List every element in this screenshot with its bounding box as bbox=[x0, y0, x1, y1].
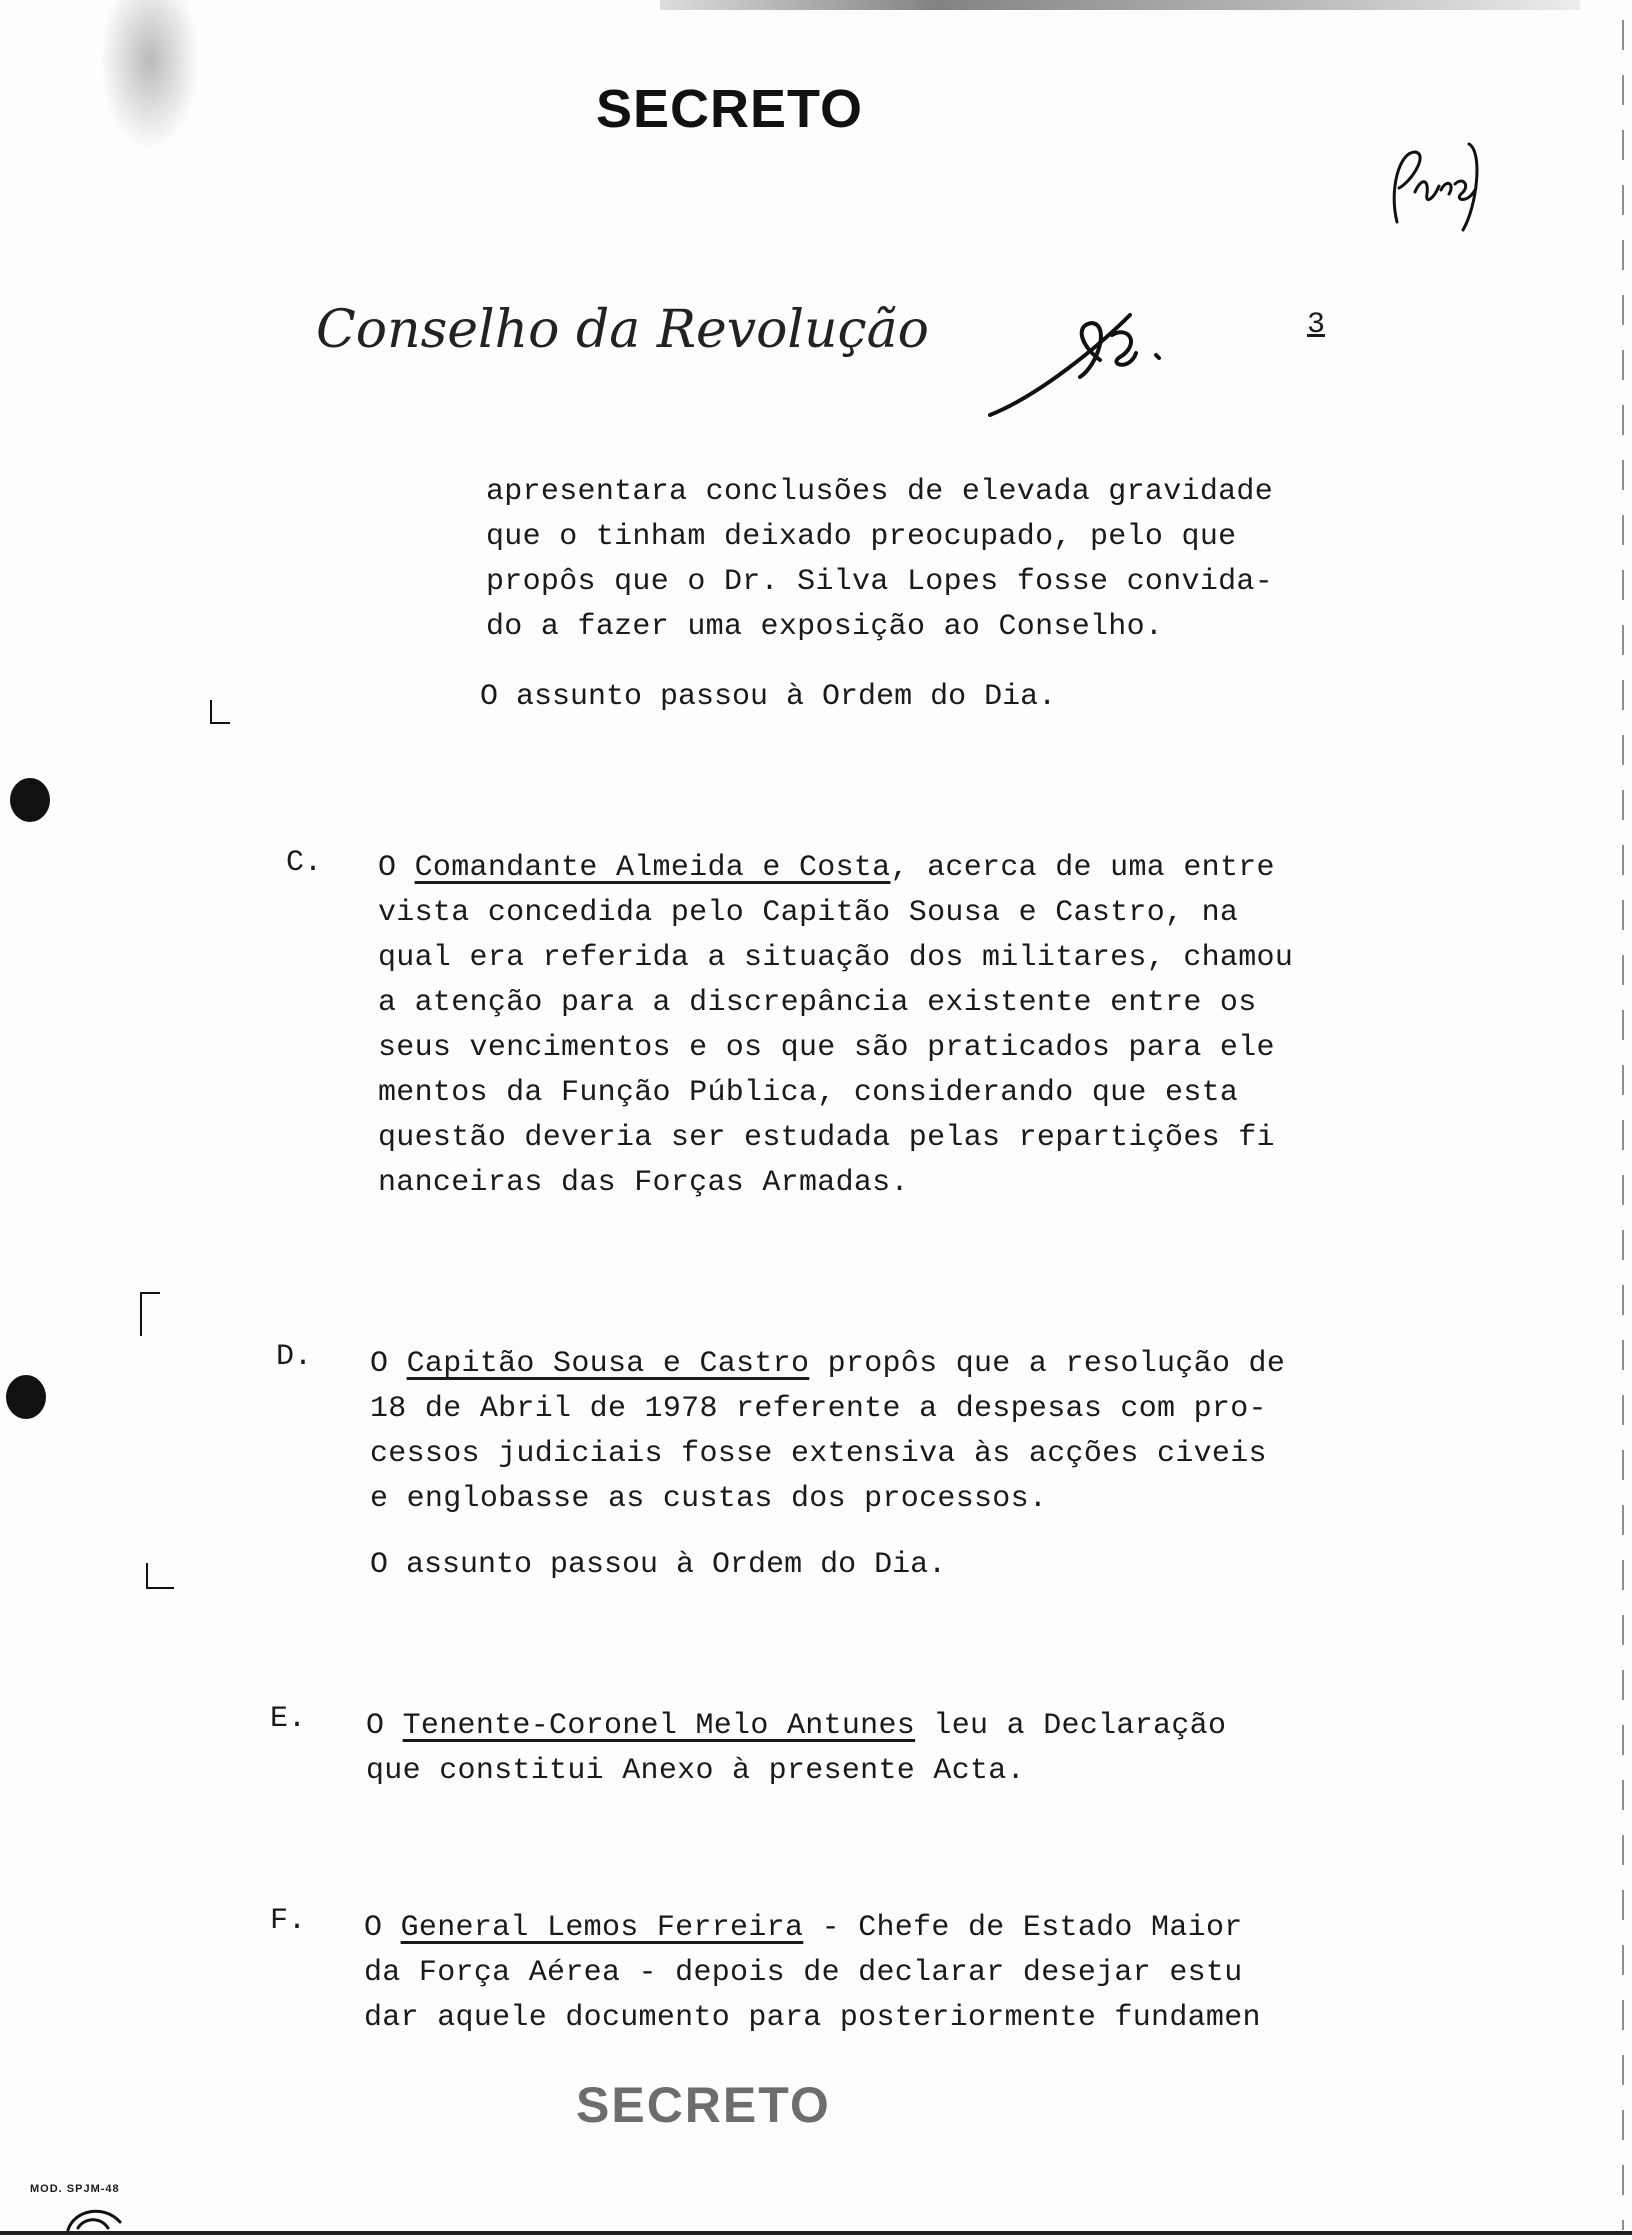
item-d-paragraph bbox=[370, 1342, 1285, 1522]
handwritten-initials bbox=[1385, 130, 1495, 240]
text-line: O General Lemos Ferreira - Chefe de Estado Maior bbox=[364, 1911, 1243, 1945]
item-letter: C. bbox=[286, 846, 323, 880]
agenda-note: O assunto passou à Ordem do Dia. bbox=[480, 680, 1057, 714]
margin-mark bbox=[140, 1292, 160, 1336]
text-line: dar aquele documento para posteriormente fundamen bbox=[364, 2001, 1261, 2035]
item-letter: D. bbox=[276, 1340, 313, 1374]
text-line: O Comandante Almeida e Costa, acerca de uma entre bbox=[378, 851, 1275, 885]
text-line: questão deveria ser estudada pelas repartições fi bbox=[378, 1121, 1275, 1155]
text-fragment: - Chefe de Estado Maior bbox=[803, 1911, 1243, 1945]
agenda-note: O assunto passou à Ordem do Dia. bbox=[370, 1548, 947, 1582]
punch-hole bbox=[6, 1375, 46, 1419]
text-line: O Capitão Sousa e Castro propôs que a resolução de bbox=[370, 1347, 1286, 1381]
text-line: do a fazer uma exposição ao Conselho. bbox=[486, 610, 1164, 644]
item-c-paragraph bbox=[378, 846, 1293, 1206]
header-title: Conselho da Revolução bbox=[316, 300, 929, 360]
text-line: propôs que o Dr. Silva Lopes fosse convida- bbox=[486, 565, 1274, 599]
item-letter: E. bbox=[270, 1702, 307, 1736]
text-line: vista concedida pelo Capitão Sousa e Castro, na bbox=[378, 896, 1239, 930]
scan-edge-right bbox=[1622, 20, 1624, 2230]
text-line: seus vencimentos e os que são praticados para ele bbox=[378, 1031, 1275, 1065]
text-line: que o tinham deixado preocupado, pelo que bbox=[486, 520, 1237, 554]
margin-mark bbox=[146, 1563, 174, 1589]
subject-name: Comandante Almeida e Costa bbox=[414, 851, 891, 885]
corner-smudge bbox=[100, 0, 200, 150]
text-line: nanceiras das Forças Armadas. bbox=[378, 1166, 909, 1200]
scan-edge-top bbox=[660, 0, 1580, 10]
text-line: cessos judiciais fosse extensiva às acções civeis bbox=[370, 1437, 1267, 1471]
margin-mark bbox=[210, 700, 230, 724]
text-line: O Tenente-Coronel Melo Antunes leu a Declaração bbox=[366, 1709, 1227, 1743]
text-fragment: leu a Declaração bbox=[915, 1709, 1227, 1743]
text-line: que constitui Anexo à presente Acta. bbox=[366, 1754, 1025, 1788]
text-fragment: , acerca de uma entre bbox=[890, 851, 1275, 885]
page-number: 3 bbox=[1307, 308, 1326, 342]
text-line: apresentara conclusões de elevada gravidade bbox=[486, 475, 1274, 509]
intro-paragraph bbox=[486, 470, 1273, 650]
text-line: e englobasse as custas dos processos. bbox=[370, 1482, 1048, 1516]
text-line: qual era referida a situação dos militares, chamou bbox=[378, 941, 1294, 975]
subject-name: Capitão Sousa e Castro bbox=[406, 1347, 810, 1381]
scan-edge-bottom bbox=[0, 2231, 1632, 2235]
secret-stamp-bottom: SECRETO bbox=[576, 2077, 831, 2133]
form-code: MOD. SPJM-48 bbox=[30, 2183, 120, 2195]
handwritten-signature bbox=[980, 305, 1180, 425]
item-f-paragraph bbox=[364, 1906, 1261, 2041]
text-fragment: propôs que a resolução de bbox=[809, 1347, 1286, 1381]
subject-name: Tenente-Coronel Melo Antunes bbox=[402, 1709, 916, 1743]
text-line: da Força Aérea - depois de declarar desejar estu bbox=[364, 1956, 1243, 1990]
text-line: mentos da Função Pública, considerando que esta bbox=[378, 1076, 1239, 1110]
secret-stamp-top: SECRETO bbox=[596, 79, 864, 139]
punch-hole bbox=[10, 778, 50, 822]
binder-clip-icon bbox=[64, 2200, 124, 2232]
text-line: 18 de Abril de 1978 referente a despesas com pro- bbox=[370, 1392, 1267, 1426]
subject-name: General Lemos Ferreira bbox=[400, 1911, 804, 1945]
item-e-paragraph bbox=[366, 1704, 1226, 1794]
text-line: a atenção para a discrepância existente entre os bbox=[378, 986, 1257, 1020]
item-letter: F. bbox=[270, 1904, 307, 1938]
